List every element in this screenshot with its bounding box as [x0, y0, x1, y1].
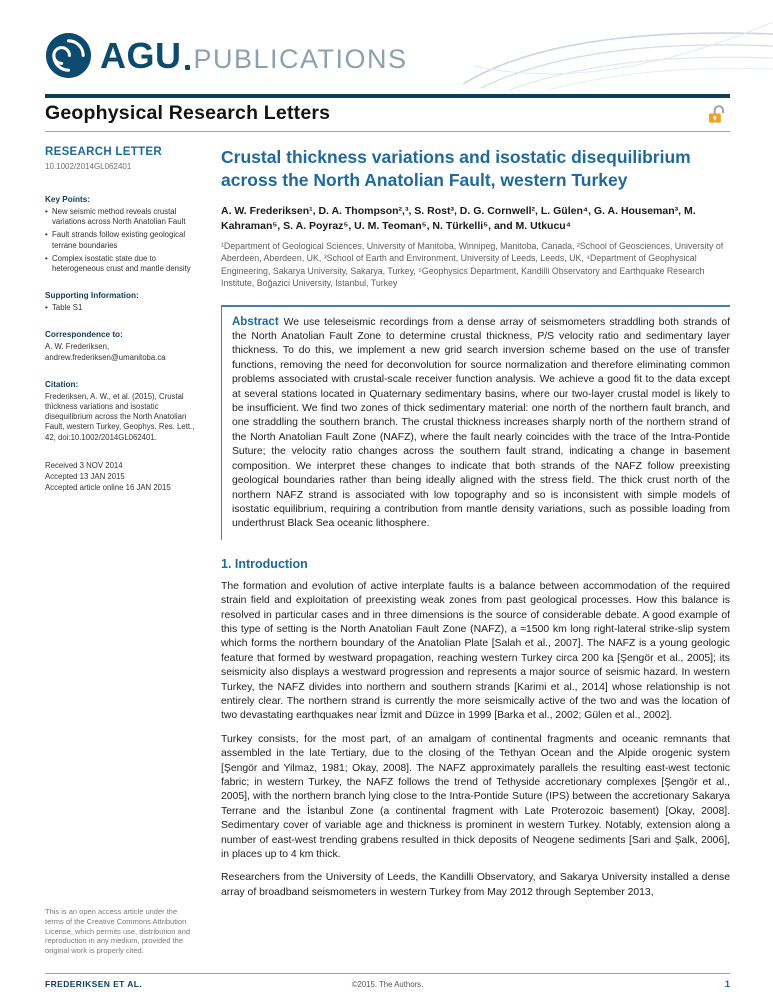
license-note: This is an open access article under the terms of the Creative Commons Attribution License, which permits use, distribution and reproduction in any medium, provided the original work is properly cited. [45, 907, 191, 956]
key-points-list [45, 207, 197, 274]
key-point-item: • New seismic method reveals crustal variations across North Anatolian Fault [45, 207, 197, 227]
citation-section [45, 380, 197, 443]
citation-title: Citation: [45, 379, 79, 389]
abstract-text: We use teleseismic recordings from a dense array of seismometers straddling both strands of the North Anatolian Fault Zone to determine crustal thickness, P/S velocity ratio and sedimentary layer thickness. To do this, we implement a new grid search inversion scheme based on the use of transfer functions, removing the need for deconvolution for source normalization and therefore eliminating common problems associated with crustal-scale receiver function analysis. We achieve a good fit to the data except at several stations located in Quaternary sedimentary basins, where our two-layer crustal model is likely to be insufficient. We find two zones of thick sedimentary material: one north of the northern fault branch, and one straddling the southern branch. The crustal thickness increases sharply north of the northern strand of the North Anatolian Fault Zone (NAFZ), where the fault nearly coincides with the trace of the Intra-Pontide Suture; the velocity ratio changes across the southern fault strand, indicating a change in basement composition. We interpret these changes to indicate that both strands of the NAFZ follow preexisting geological boundaries rather than being ideally aligned with the stress field. The thick crust north of the northern NAFZ strand is associated with low topography and so is inconsistent with simple models of isostatic equilibrium, requiring a contribution from mantle density variations, such as possible loading from underthrust Black Sea oceanic lithosphere. [232, 316, 730, 530]
masthead [45, 32, 730, 90]
copyright-notice: ©2015. The Authors. [351, 980, 424, 989]
correspondence-email-link[interactable]: andrew.frederiksen@umanitoba.ca [45, 352, 166, 362]
logo-text [100, 34, 408, 76]
wave-decoration [463, 8, 773, 90]
agu-globe-icon [45, 32, 92, 79]
section-heading-introduction: 1. Introduction [221, 556, 308, 571]
intro-paragraph-3: Researchers from the University of Leeds, the Kandilli Observatory, and Sakarya University installed a dense array of broadband seismometers in western Turkey from May 2012 through September 2013, [221, 872, 730, 898]
logo-agu-text: AGU [100, 34, 182, 76]
content [45, 146, 730, 900]
page-footer [45, 973, 730, 990]
sidebar [45, 146, 197, 900]
article-title: Crustal thickness variations and isostatic disequilibrium across the North Anatolian Fault, western Turkey [221, 147, 691, 190]
accepted-date: Accepted 13 JAN 2015 [45, 471, 125, 481]
key-points-title: Key Points: [45, 195, 91, 204]
logo-publications-text: PUBLICATIONS [193, 43, 408, 74]
supporting-information-list [45, 303, 197, 313]
correspondence-title: Correspondence to: [45, 330, 123, 340]
key-point-item: • Fault strands follow existing geological terrane boundaries [45, 230, 197, 250]
affiliations: ¹Department of Geological Sciences, University of Manitoba, Winnipeg, Manitoba, Canada, ²School of Geosciences, University of Aberdeen, Aberdeen, UK, ³School of Earth and Environment, University of Leeds, Leeds, UK, ⁴Department of Geophysical Engineering, Sakarya University, Sakarya, Turkey, ⁵Geophysics Department, Kandilli Observatory and Earthquake Research Institute, Boğazici University, Istanbul, Turkey [221, 241, 724, 289]
abstract-label: Abstract [232, 315, 279, 328]
intro-paragraph-2: Turkey consists, for the most part, of an amalgam of continental fragments and oceanic remnants that assembled in the late Tertiary, due to the closing of the Tethyan Ocean and the Alpide orogenic system [Şengör and Yilmaz, 1981; Okay, 2008]. The NAFZ approximately parallels the resulting east-west tectonic fabric; in western Turkey, the NAFZ follows the trend of Tethyside accretionary complexes [Şengör et al., 2005], with the northern branch lying close to the Intra-Pontide Suture (IPS) between the accretionary Sakarya Terrane and the İstanbul Zone (a continental fragment with Late Proterozoic basement) [Okay, 2008]. Sedimentary cover of variable age and thickness is prominent in western Turkey. Notably, extension along a number of east-west trending grabens resulted in thick deposits of Neogene sediments [Sari and Şalk, 2006], in places up to 4 km thick. [221, 733, 730, 861]
intro-paragraph-1: The formation and evolution of active interplate faults is a balance between accommodation of the required strain field and exploitation of preexisting weak zones from past geological processes. How this balance is resolved in particular cases and in three dimensions is the source of considerable debate. A good example of this type of setting is the North Anatolian Fault Zone (NAFZ), a ≈1500 km long right-lateral strike-slip system which forms the northern boundary of the Anatolian Plate [Salah et al., 2007]. The NAFZ is a young geologic feature that formed by westward propagation, reaching western Turkey circa 200 ka [Şengör et al., 2005]; its seismicity also displays a westward progression and represents a major source of seismic hazard. In western Turkey, the NAFZ divides into northern and southern strands [Karimi et al., 2014] whose relationship is not entirely clear. The northern strand is currently the more seismically active of the two and was the location of two devastating earthquakes near İzmit and Düzce in 1999 [Barka et al., 2002; Gülen et al., 2002]. [221, 580, 730, 722]
key-point-item: • Complex isostatic state due to heterogeneous crust and mantle density [45, 254, 197, 274]
online-date: Accepted article online 16 JAN 2015 [45, 482, 171, 492]
citation-text: Frederiksen, A. W., et al. (2015), Crustal thickness variations and isostatic disequilibrium across the North Anatolian Fault, western Turkey, Geophys. Res. Lett., 42, doi:10.1002/2014GL062401. [45, 391, 195, 442]
open-access-lock-icon [707, 104, 728, 124]
author-list: A. W. Frederiksen¹, D. A. Thompson²,³, S. Rost³, D. G. Cornwell², L. Gülen⁴, G. A. Houseman³, M. Kahraman⁵, S. A. Poyraz⁵, U. M. Teoman⁵, N. Türkelli⁵, and M. Utkucu⁴ [221, 205, 696, 232]
article-main [221, 146, 730, 900]
journal-bar [45, 94, 730, 132]
history-dates [45, 460, 197, 493]
key-points-section [45, 195, 197, 274]
supporting-information-section [45, 291, 197, 313]
page-number: 1 [724, 979, 730, 990]
supporting-information-title: Supporting Information: [45, 291, 139, 301]
received-date: Received 3 NOV 2014 [45, 460, 123, 470]
abstract [221, 305, 730, 540]
logo-dot [185, 65, 190, 70]
doi: 10.1002/2014GL062401 [45, 162, 132, 171]
supporting-information-link[interactable]: • Table S1 [45, 303, 197, 313]
journal-title: Geophysical Research Letters [45, 102, 331, 124]
correspondence-name: A. W. Frederiksen, [45, 342, 110, 352]
article-type-label: RESEARCH LETTER [45, 146, 162, 158]
correspondence-section [45, 330, 197, 362]
running-head: FREDERIKSEN ET AL. [45, 979, 143, 989]
